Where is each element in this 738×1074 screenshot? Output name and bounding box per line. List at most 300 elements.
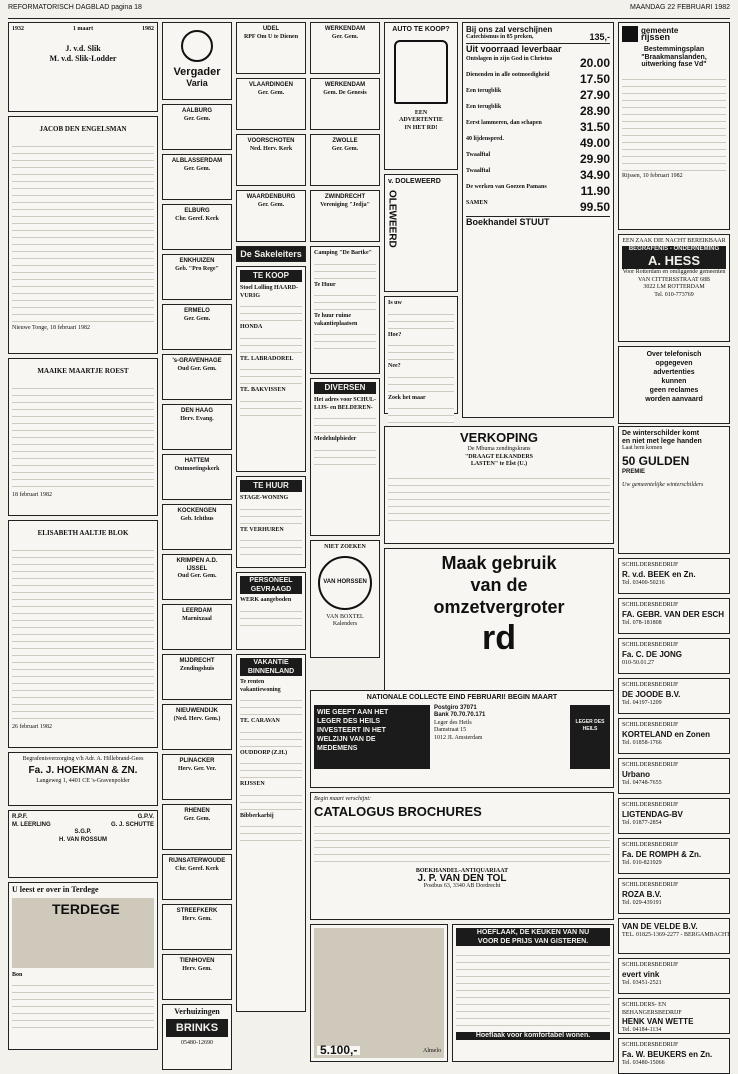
ad-name: Fa. DE ROMPH & Zn. [622, 849, 702, 859]
ad-schildersbedrijf [618, 998, 730, 1034]
classified-head: Is uw [388, 300, 402, 306]
price-value: 20.00 [579, 55, 610, 70]
price-row [466, 72, 610, 86]
classified-head: STAGE-WONING [240, 495, 289, 501]
meeting-place: 's-GRAVENHAGE [172, 358, 222, 364]
ad-title: v. DOLEWEERD [388, 178, 441, 185]
meeting-entry [162, 804, 232, 850]
ad-name: Fa. W. BEUKERS en Zn. [622, 1049, 713, 1059]
page-header-right: MAANDAG 22 FEBRUARI 1982 [630, 4, 730, 11]
price-value: 99.50 [579, 199, 610, 214]
ad-name: ROZA B.V. [622, 889, 662, 899]
price-label: Twaalftal [466, 167, 491, 174]
price-label: Eerst lammeren, dan schapen [466, 119, 542, 126]
line-3: INVESTEERT IN HET [317, 726, 386, 734]
classified-head: RIJSSEN [240, 781, 265, 787]
meeting-entry [162, 104, 232, 150]
line-5: MEDEMENS [317, 744, 358, 752]
meeting-sub: Oud Ger. Gem. [177, 573, 217, 579]
city: 1012 JL Amsterdam [434, 734, 483, 741]
ad-top: SCHILDERSBEDRIJF [622, 762, 679, 768]
meeting-sub: Ger. Gem. [257, 89, 285, 96]
ad-letters: OLEWEERD [386, 189, 398, 248]
meeting-place: UDEL [262, 26, 280, 32]
classified-text [240, 503, 302, 527]
section-camping [310, 246, 380, 374]
meeting-sub: Ger. Gem. [183, 815, 211, 822]
classified-head: HONDA [240, 324, 263, 330]
ad-sakeleiters: De Sakeleiters [236, 246, 306, 262]
ad-tel: Tel. 078-181808 [622, 619, 662, 626]
ad-schildersbedrijf [618, 918, 730, 954]
classified-text [240, 395, 302, 419]
ad-sub: Begrafenisverzorging v/h Adr. A. Hillebrand-Gees [22, 756, 144, 762]
notice-roest [8, 358, 158, 516]
column-1 [8, 22, 158, 1060]
ad-schildersbedrijf [618, 678, 730, 714]
price-value: 28.90 [579, 103, 610, 118]
meeting-sub: Vereniging "Jedja" [320, 201, 370, 208]
meeting-list [162, 104, 232, 1000]
price-value: 27.90 [579, 87, 610, 102]
notice-name: MAAIKE MAARTJE ROEST [37, 367, 129, 375]
ad-brand: VAN HORSSEN [323, 578, 367, 585]
ad-hoekman [8, 752, 158, 806]
ad-brand: BRINKS [166, 1019, 228, 1037]
classified-head: TE. CARAVAN [240, 718, 280, 724]
notice-telefonisch [618, 346, 730, 424]
org: Leger des Heils [434, 719, 472, 726]
meeting-entry [162, 254, 232, 300]
shop: BOEKHANDEL-ANTIQUARIAAT [415, 867, 509, 874]
ad-sub1: De Mbuma zendingskrans [467, 446, 531, 452]
line-4: WELZIJN VAN DE [317, 735, 376, 743]
classified-item [240, 781, 302, 813]
classified-item [240, 679, 302, 718]
line-1: HOEFLAAK, DE KEUKEN VAN NU [476, 929, 590, 936]
classified-item [388, 300, 454, 332]
ad-top: SCHILDERS- EN BEHANGERSBEDRIJF [622, 1002, 682, 1016]
ad-top: SCHILDERSBEDRIJF [622, 842, 679, 848]
meeting-place: ELBURG [184, 208, 210, 214]
meeting-entry [162, 354, 232, 400]
section-vakantie [236, 654, 306, 1012]
meeting-sub: Zendingshuis [179, 665, 215, 672]
classified-item [240, 750, 302, 782]
line-3: advertenties [653, 369, 695, 376]
classified-text [240, 694, 302, 718]
ad-line-3: omzetvergroter [433, 597, 565, 617]
date: Rijssen, 10 februari 1982 [622, 172, 683, 179]
kitchen-price: 5.100,- [317, 1046, 360, 1056]
classified-text [314, 328, 376, 352]
price-value: 34.90 [579, 167, 610, 182]
ad-top: SCHILDERSBEDRIJF [622, 602, 679, 608]
meeting-entry [236, 190, 306, 242]
ad-text [314, 820, 610, 868]
section-title: DIVERSEN [314, 382, 376, 394]
vergader-varia-logo [162, 22, 232, 100]
ad-item: Kalenders [332, 621, 358, 627]
meeting-entry [162, 604, 232, 650]
notice-vdslik [8, 22, 158, 112]
meeting-sub: Geb. Ichthus [180, 515, 214, 522]
ad-name: Urbano [622, 769, 650, 779]
meeting-entry [162, 404, 232, 450]
ad-hess [618, 234, 730, 342]
meeting-entry [162, 504, 232, 550]
ad-city: 3022 LM ROTTERDAM [643, 284, 705, 290]
meeting-place: RHENEN [184, 808, 210, 814]
logo-title-1: Vergader [173, 66, 221, 78]
ad-tel: Tel. 03480-15066 [622, 1059, 665, 1066]
ad-top: SCHILDERSBEDRIJF [622, 722, 679, 728]
ad-sub1: EEN [414, 109, 428, 116]
logo-shield-icon: LEGER DES HEILS [570, 705, 610, 769]
ad-catalogus [310, 792, 614, 920]
ad-l1: R.P.F. [12, 814, 28, 820]
ad-sub3: IN HET RD! [404, 124, 438, 131]
magazine-image [12, 898, 154, 968]
classified-text [240, 757, 302, 781]
notice-text [12, 382, 154, 492]
notice-name-1: J. v.d. Slik [65, 43, 101, 53]
meeting-place: ENKHUIZEN [179, 258, 215, 264]
ad-l6: H. VAN ROSSUM [59, 836, 107, 843]
classified-head: Medehulpbieder [314, 436, 357, 442]
magazine-brand: TERDEGE [52, 900, 120, 917]
bank: Bank 70.70.70.171 [434, 712, 486, 718]
notice-rijssen [618, 22, 730, 230]
foot: Uw gemeentelijke winterschilders [622, 482, 704, 488]
meeting-place: ZWOLLE [332, 138, 358, 144]
ad-top: SCHILDERSBEDRIJF [622, 802, 679, 808]
column-4 [310, 22, 380, 682]
ad-winterschilder [618, 426, 730, 554]
price-value: 11.90 [580, 183, 610, 198]
ad-phone: 05480-12690 [181, 1039, 213, 1046]
meeting-entry [162, 754, 232, 800]
ad-schildersbedrijf [618, 878, 730, 914]
price-label: Twaalftal [466, 151, 491, 158]
classified-head: Nee? [388, 363, 401, 369]
classified-text [240, 300, 302, 324]
bottom-middle [310, 690, 614, 1060]
classified-head: Het adres voor SCHUL-LIJS- en BELDEREN- [314, 397, 376, 411]
ad-rpf-gpv-sgp [8, 810, 158, 878]
price-label: 40 lijdenspred. [466, 135, 504, 142]
ad-name: DE JOODE B.V. [622, 689, 681, 699]
meeting-place: WAARDENBURG [246, 194, 296, 200]
meeting-place: HATTEM [184, 458, 210, 464]
ad-addr: VAN CITTERSSTRAAT 68B [637, 276, 711, 283]
line-2: VOOR DE PRIJS VAN GISTEREN. [477, 938, 589, 945]
ad-town: Voor Rotterdam en omliggende gemeenten [622, 269, 726, 275]
meeting-entry [162, 954, 232, 1000]
meeting-entry [310, 78, 380, 130]
ad-schildersbedrijf [618, 758, 730, 794]
price-value: 17.50 [579, 71, 610, 86]
meeting-place: STREEFKERK [176, 908, 218, 914]
price-value: 31.50 [579, 119, 610, 134]
meeting-entry [162, 204, 232, 250]
ad-tel: Tel. 03451-2521 [622, 979, 662, 986]
classified-text [388, 308, 454, 332]
ad-title: Verhuizingen [174, 1007, 220, 1016]
classified-head: Zoek het maar [388, 394, 426, 401]
section-personeel [236, 572, 306, 650]
classified-head: Stoel Lolling HAARD-VURIG [240, 285, 299, 299]
ad-l2: G.P.V. [137, 814, 154, 820]
meeting-sub: Ned. Herv. Kerk [249, 145, 293, 152]
shop-name: Boekhandel STUUT [466, 216, 550, 227]
meeting-entry [162, 654, 232, 700]
notice-name: ELISABETH AALTJE BLOK [37, 529, 129, 537]
line-5: geen reclames [649, 387, 699, 394]
price-row [466, 152, 610, 166]
ad-line-4: rd [482, 619, 516, 657]
price-label: SAMEN [466, 199, 488, 206]
classified-item [388, 395, 454, 427]
title-1: gemeente [641, 25, 679, 35]
notice-blok [8, 520, 158, 748]
meeting-place: KOCKENGEN [177, 508, 217, 514]
classified-text [240, 534, 302, 558]
classified-item [240, 387, 302, 419]
meeting-entry [162, 154, 232, 200]
classified-item [240, 495, 302, 527]
ad-item: Catechismus in 85 preken, [466, 33, 534, 40]
meeting-place: KRIMPEN A.D. IJSSEL [176, 558, 218, 572]
line-1: De winterschilder komt [622, 430, 700, 437]
logo-icon [181, 30, 213, 62]
classified-item [240, 285, 302, 324]
meeting-place: DEN HAAG [180, 408, 213, 414]
meeting-place: PLINACKER [179, 758, 215, 764]
classified-item [240, 527, 302, 559]
classified-item [314, 250, 376, 282]
meeting-sub: Marnixzaal [182, 615, 212, 622]
meeting-place: TIENHOVEN [179, 958, 215, 964]
classified-head: TE. LABRADOREL [240, 355, 294, 362]
ad-schildersbedrijf [618, 958, 730, 994]
ad-schildersbedrijf [618, 838, 730, 874]
meeting-sub: Geb. "Pro Rege" [175, 265, 219, 272]
price-row [466, 104, 610, 118]
ad-schildersbedrijf [618, 718, 730, 754]
classified-head: Hoe? [388, 331, 402, 338]
meeting-entry [236, 22, 306, 74]
meeting-place: ZWINDRECHT [324, 194, 366, 200]
classified-item [314, 313, 376, 352]
meeting-place: ALBLASSERDAM [171, 158, 223, 164]
meeting-entry [310, 134, 380, 186]
ad-title: NATIONALE COLLECTE EIND FEBRUARI! BEGIN MAART [366, 694, 558, 701]
ad-tel: 010-50.01.27 [622, 659, 654, 666]
ad-l4: G. J. SCHUTTE [110, 821, 154, 828]
seal-icon [318, 556, 372, 610]
classified-item [314, 436, 376, 468]
column-7 [618, 22, 730, 422]
ad-tel: Tel. 010-773769 [654, 291, 694, 298]
classified-item [314, 397, 376, 436]
ad-schildersbedrijf [618, 798, 730, 834]
classified-item [240, 356, 302, 388]
shop-addr: Postbus 63, 3340 AB Dordrecht [423, 882, 501, 889]
classified-text [240, 363, 302, 387]
ad-line-1: Maak gebruik [441, 553, 557, 573]
section-title: TE KOOP [240, 270, 302, 282]
ad-title: Bij ons zal verschijnen [466, 25, 553, 34]
ad-sub3: LASTEN" te Elst (U.) [470, 461, 528, 467]
column-2 [162, 22, 232, 1060]
ad-top: SCHILDERSBEDRIJF [622, 1042, 679, 1048]
price-label: Dienenden in alle ootmoedigheid [466, 71, 550, 78]
ad-tel: Tel. 010-821929 [622, 859, 662, 866]
logo-title-2: Varia [186, 78, 208, 88]
amount: 50 GULDEN [622, 453, 690, 468]
price-row [466, 120, 610, 134]
meeting-sub: Herv. Gem. [182, 915, 212, 922]
ad-top: Begin maart verschijnt: [314, 796, 371, 802]
meeting-sub: Ger. Gem. [183, 165, 211, 172]
notice-date: 18 februari 1982 [12, 491, 52, 498]
ad-addr: Langeweg 1, 4401 CE 's-Gravenpolder [36, 777, 130, 784]
meeting-entry [310, 190, 380, 242]
ad-price: 135,- [589, 31, 610, 42]
ad-omzetvergroter [384, 548, 614, 696]
ad-name: FA. GEBR. VAN DER ESCH [622, 609, 725, 619]
line-2: LEGER DES HEILS [317, 717, 381, 725]
classified-text [388, 402, 454, 426]
amount-sub: PREMIE [622, 468, 646, 475]
section-diversen [310, 378, 380, 536]
ad-tel: Tel. 03400-50216 [622, 579, 665, 586]
ad-schildersbedrijf [618, 598, 730, 634]
price-row [466, 168, 610, 182]
addr: Damstraat 15 [434, 727, 467, 733]
classified-head: TE VERHUREN [240, 526, 284, 533]
meeting-place: RIJNSATERWOUDE [168, 858, 226, 864]
ad-line-2: van de [470, 575, 528, 595]
rijssen-logo-icon [622, 26, 638, 42]
ad-name: Fa. J. HOEKMAN & ZN. [28, 764, 138, 776]
classified-text [314, 289, 376, 313]
column-5 [384, 22, 458, 422]
ad-name: HENK VAN WETTE [622, 1017, 694, 1026]
classified-item [388, 332, 454, 364]
classified-head: WERK aangeboden [240, 597, 292, 603]
ad-name: VAN DE VELDE B.V. [622, 922, 698, 931]
ad-top: SCHILDERSBEDRIJF [622, 882, 679, 888]
meeting-sub: Chr. Geref. Kerk [175, 865, 219, 872]
ad-tel: Tel. 01877-2854 [622, 819, 662, 826]
head: Bestemmingsplan [643, 46, 705, 53]
coupon-lines [12, 979, 154, 1029]
classified-item [240, 718, 302, 750]
line-1: WIE GEEFT AAN HET [317, 708, 389, 716]
ad-tel: Tel. 04748-7655 [622, 779, 662, 786]
notice-den-engelsman [8, 116, 158, 354]
meeting-place: WERKENDAM [324, 82, 366, 88]
column-3 [236, 22, 306, 1060]
notice-date-left: 1932 [12, 26, 24, 32]
meeting-entry [310, 22, 380, 74]
meeting-place: LEERDAM [182, 608, 212, 614]
ad-schildersbedrijf [618, 638, 730, 674]
price-row [466, 200, 610, 214]
ad-tel: Tel. 01858-1766 [622, 739, 662, 746]
price-label: Een terugblik [466, 87, 502, 94]
ad-name: LIGTENDAG-BV [622, 809, 683, 819]
ad-zoekt [384, 296, 458, 414]
meeting-entry [162, 304, 232, 350]
almelo-label: Almelo [423, 1047, 441, 1054]
classified-head: TE. BAKVISSEN [240, 387, 286, 393]
classified-text [388, 371, 454, 395]
classified-item [240, 324, 302, 356]
ad-tel: Tel. 04184-1134 [622, 1027, 662, 1033]
price-row [466, 184, 610, 198]
ad-boekhandel-stuut [462, 22, 614, 418]
meeting-sub: Ger. Gem. [331, 33, 359, 40]
meeting-entry [162, 904, 232, 950]
classified-head: OUDDORP (Z.H.) [240, 749, 288, 756]
ad-title: AUTO TE KOOP? [392, 26, 450, 33]
ad-name: evert vink [622, 969, 660, 979]
meeting-sub: Herv. Ger. Ver. [177, 765, 217, 772]
ad-sub2: ADVERTENTIE [399, 117, 443, 123]
classified-item [314, 282, 376, 314]
meeting-place: WERKENDAM [324, 26, 366, 32]
line-2: en niet met lege handen [622, 437, 702, 445]
meeting-sub: (Ned. Herv. Gem.) [173, 715, 221, 722]
meeting-sub: Herv. Gem. [182, 965, 212, 972]
meeting-sub: Chr. Geref. Kerk [175, 215, 219, 222]
meeting-entry [162, 854, 232, 900]
car-icon [394, 40, 448, 104]
price-value: 49.00 [579, 135, 610, 150]
ad-schildersbedrijf [618, 558, 730, 594]
notice-text [12, 544, 154, 724]
meeting-place: MIJDRECHT [179, 658, 215, 664]
ad-text [388, 472, 610, 522]
meeting-place: VOORSCHOTEN [247, 138, 295, 144]
section-tehuur [236, 476, 306, 568]
classified-head: Camping "De Bartke" [314, 250, 372, 256]
classified-text [314, 258, 376, 282]
notice-text [12, 140, 154, 325]
section-title: VAKANTIE BINNENLAND [240, 658, 302, 676]
ad-l5: S.G.P. [74, 829, 92, 835]
classified-text [388, 339, 454, 363]
ad-vanhorssen [310, 540, 380, 658]
page-header [8, 4, 730, 19]
ad-verkoping [384, 426, 614, 544]
classified-head: Te Huur [314, 281, 336, 288]
ad-schildersbedrijf [618, 1038, 730, 1074]
classified-item [240, 813, 302, 845]
price-label: De werken van Goezen Pamans [466, 183, 547, 190]
classified-text [314, 444, 376, 468]
classified-text [240, 820, 302, 844]
meeting-place: VLAARDINGEN [248, 82, 293, 88]
sub-2: uitwerking fase Vd" [641, 61, 707, 68]
line-4: kunnen [661, 378, 687, 385]
ad-terdege [8, 882, 158, 1050]
ad-title: CATALOGUS BROCHURES [314, 803, 482, 819]
sub: Laat hem komen [622, 445, 663, 451]
